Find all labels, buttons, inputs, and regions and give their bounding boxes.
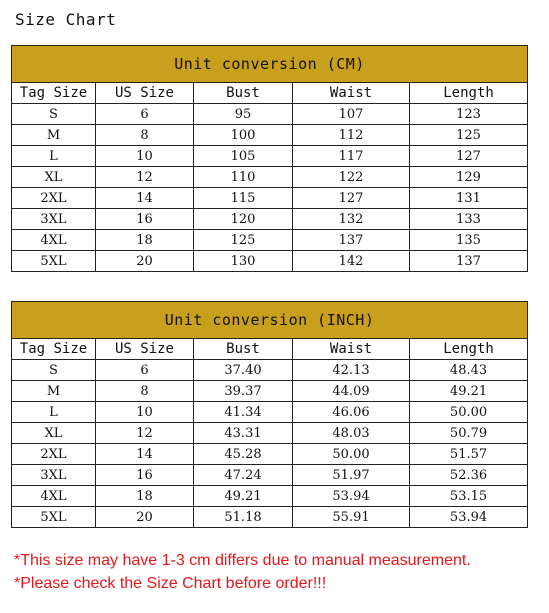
table-cell: 12 [96,167,194,188]
table-cell: 4XL [12,230,96,251]
table-cell: 41.34 [194,402,293,423]
column-header-waist: Waist [293,339,410,360]
table-cell: 8 [96,381,194,402]
table-cell: 2XL [12,444,96,465]
table-row [12,465,528,486]
table-row [12,104,528,125]
table-row [12,402,528,423]
table-cell: 125 [410,125,528,146]
cm-size-table [11,45,528,272]
column-header-tag-size: Tag Size [12,339,96,360]
column-header-tag-size: Tag Size [12,83,96,104]
table-cell: 50.00 [410,402,528,423]
table-cell: 39.37 [194,381,293,402]
table-row [12,423,528,444]
table-cell: 10 [96,402,194,423]
table-cell: 117 [293,146,410,167]
table-cell: 127 [410,146,528,167]
table-cell: 45.28 [194,444,293,465]
size-notes [14,549,471,595]
note-measurement: *This size may have 1-3 cm differs due to manual measurement. [14,552,471,569]
table-cell: 133 [410,209,528,230]
table-cell: 48.03 [293,423,410,444]
table-cell: M [12,125,96,146]
table-cell: 123 [410,104,528,125]
table-cell: 48.43 [410,360,528,381]
table-cell: 127 [293,188,410,209]
table-cell: 5XL [12,251,96,272]
table-cell: 112 [293,125,410,146]
table-cell: 137 [410,251,528,272]
table-cell: 44.09 [293,381,410,402]
table-cell: S [12,104,96,125]
table-cell: 125 [194,230,293,251]
table-cell: 8 [96,125,194,146]
table-cell: 18 [96,230,194,251]
table-cell: 49.21 [410,381,528,402]
table-cell: 53.15 [410,486,528,507]
column-header-length: Length [410,83,528,104]
table-cell: 14 [96,444,194,465]
table-cell: 10 [96,146,194,167]
table-cell: 50.00 [293,444,410,465]
table-cell: 55.91 [293,507,410,528]
table-row [12,125,528,146]
table-cell: 16 [96,465,194,486]
table-row [12,507,528,528]
table-cell: 53.94 [293,486,410,507]
table-cell: 6 [96,104,194,125]
table-cell: L [12,146,96,167]
table-cell: 131 [410,188,528,209]
table-cell: 52.36 [410,465,528,486]
table-cell: 50.79 [410,423,528,444]
table-cell: 4XL [12,486,96,507]
table-cell: 115 [194,188,293,209]
table-cell: 37.40 [194,360,293,381]
column-header-bust: Bust [194,339,293,360]
table-cell: 46.06 [293,402,410,423]
table-cell: M [12,381,96,402]
table-cell: 3XL [12,209,96,230]
table-row [12,209,528,230]
table-cell: 130 [194,251,293,272]
table-cell: 2XL [12,188,96,209]
table-cell: XL [12,167,96,188]
table-cell: 137 [293,230,410,251]
table-row [12,360,528,381]
table-cell: 51.18 [194,507,293,528]
table-cell: 14 [96,188,194,209]
table-cell: 120 [194,209,293,230]
column-header-us-size: US Size [96,339,194,360]
table-row [12,444,528,465]
table-cell: 42.13 [293,360,410,381]
table-row [12,167,528,188]
table-cell: 53.94 [410,507,528,528]
table-cell: 5XL [12,507,96,528]
table-cell: 107 [293,104,410,125]
table-cell: 18 [96,486,194,507]
table-cell: 20 [96,507,194,528]
table-cell: 12 [96,423,194,444]
inch-size-table [11,301,528,528]
table-row [12,146,528,167]
table-row [12,188,528,209]
table-cell: 110 [194,167,293,188]
table-cell: 43.31 [194,423,293,444]
table-row [12,230,528,251]
page-title: Size Chart [15,10,117,29]
table-cell: 6 [96,360,194,381]
table-cell: 51.57 [410,444,528,465]
table-cell: 47.24 [194,465,293,486]
table-cell: 20 [96,251,194,272]
table-cell: 3XL [12,465,96,486]
table-cell: 122 [293,167,410,188]
table-cell: 142 [293,251,410,272]
column-header-length: Length [410,339,528,360]
table-cell: XL [12,423,96,444]
cm-table-heading: Unit conversion (CM) [12,46,528,83]
inch-table-heading: Unit conversion (INCH) [12,302,528,339]
table-cell: S [12,360,96,381]
note-check-chart: *Please check the Size Chart before order!!! [14,575,327,592]
table-row [12,251,528,272]
table-cell: L [12,402,96,423]
table-cell: 16 [96,209,194,230]
table-row [12,381,528,402]
table-cell: 129 [410,167,528,188]
column-header-bust: Bust [194,83,293,104]
column-header-waist: Waist [293,83,410,104]
table-cell: 100 [194,125,293,146]
table-cell: 49.21 [194,486,293,507]
table-row [12,486,528,507]
table-cell: 105 [194,146,293,167]
table-cell: 51.97 [293,465,410,486]
table-cell: 135 [410,230,528,251]
column-header-us-size: US Size [96,83,194,104]
table-cell: 95 [194,104,293,125]
table-cell: 132 [293,209,410,230]
